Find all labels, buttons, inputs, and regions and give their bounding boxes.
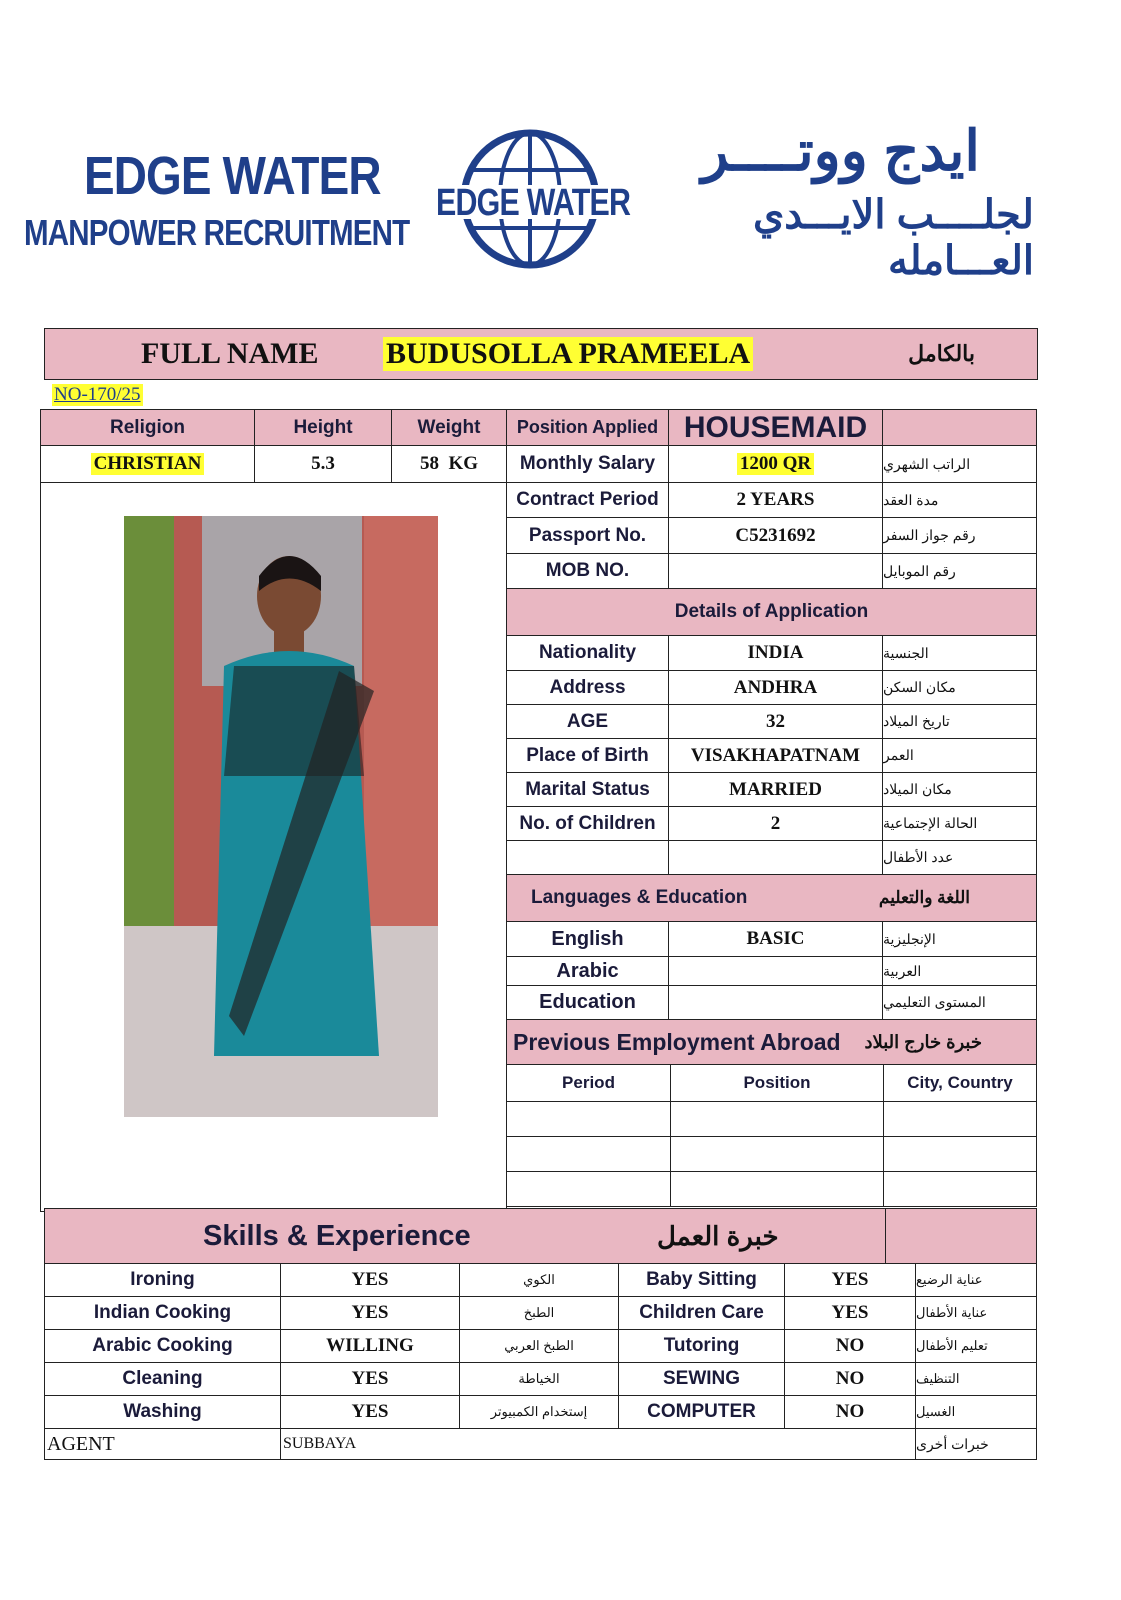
birthplace-arabic: العمر xyxy=(882,738,1037,773)
skill-baby-sitting-arabic: عناية الرضيع xyxy=(915,1263,1037,1297)
skill-tutoring-arabic: تعليم الأطفال xyxy=(915,1329,1037,1363)
company-name: EDGE WATER xyxy=(84,146,381,206)
languages-title: Languages & Education xyxy=(531,887,748,908)
weight-label: Weight xyxy=(391,409,507,446)
address-arabic: مكان السكن xyxy=(882,670,1037,705)
education-value xyxy=(668,985,883,1020)
contract-arabic: مدة العقد xyxy=(882,482,1037,518)
age-label: AGE xyxy=(506,704,669,739)
agent-arabic: خبرات أخرى xyxy=(915,1428,1037,1460)
skill-ironing-arabic: الكوي xyxy=(459,1263,619,1297)
address-value: ANDHRA xyxy=(668,670,883,705)
details-title: Details of Application xyxy=(506,588,1037,636)
arabic-arabic: العربية xyxy=(882,956,1037,986)
employment-row-cell xyxy=(883,1136,1037,1172)
address-label: Address xyxy=(506,670,669,705)
agent-value: SUBBAYA xyxy=(280,1428,916,1460)
skill-children-care-label: Children Care xyxy=(618,1296,785,1330)
employment-row-cell xyxy=(670,1101,884,1137)
arabic-value xyxy=(668,956,883,986)
city-column-header: City, Country xyxy=(883,1064,1037,1102)
skill-washing-label: Washing xyxy=(44,1395,281,1429)
salary-label: Monthly Salary xyxy=(506,445,669,483)
religion-label: Religion xyxy=(40,409,255,446)
skill-children-care-value: YES xyxy=(784,1296,916,1330)
marital-arabic: مكان الميلاد xyxy=(882,772,1037,807)
mobile-label: MOB NO. xyxy=(506,553,669,589)
skill-children-care-arabic: عناية الأطفال xyxy=(915,1296,1037,1330)
employment-row-cell xyxy=(506,1136,671,1172)
full-name-label: FULL NAME xyxy=(141,337,319,370)
employment-row-cell xyxy=(670,1171,884,1207)
blank-detail-arabic: عدد الأطفال xyxy=(882,840,1037,875)
skill-computer-arabic: الغسيل xyxy=(915,1395,1037,1429)
education-arabic: المستوى التعليمي xyxy=(882,985,1037,1020)
employment-row-cell xyxy=(883,1101,1037,1137)
skill-sewing-label: SEWING xyxy=(618,1362,785,1396)
employment-title-bar xyxy=(506,1019,1037,1065)
skill-washing-arabic: إستخدام الكمبيوتر xyxy=(459,1395,619,1429)
skills-title-bar xyxy=(44,1208,886,1264)
full-name-arabic: بالكامل xyxy=(908,341,975,366)
skill-arabic-cooking-arabic: الطبخ العربي xyxy=(459,1329,619,1363)
period-column-header: Period xyxy=(506,1064,671,1102)
skill-tutoring-value: NO xyxy=(784,1329,916,1363)
birthplace-label: Place of Birth xyxy=(506,738,669,773)
skill-indian-cooking-arabic: الطبخ xyxy=(459,1296,619,1330)
employment-title-arabic: خبرة خارج البلاد xyxy=(864,1031,982,1052)
nationality-arabic: الجنسية xyxy=(882,635,1037,671)
position-arabic xyxy=(882,409,1037,446)
skill-baby-sitting-value: YES xyxy=(784,1263,916,1297)
mobile-arabic: رقم الموبايل xyxy=(882,553,1037,589)
skills-title-arabic: خبرة العمل xyxy=(657,1220,779,1251)
height-label: Height xyxy=(254,409,392,446)
skill-arabic-cooking-value: WILLING xyxy=(280,1329,460,1363)
nationality-label: Nationality xyxy=(506,635,669,671)
children-value: 2 xyxy=(668,806,883,841)
english-label: English xyxy=(506,921,669,957)
arabic-company-name: ايدج ووتــــر xyxy=(701,119,980,182)
employment-title: Previous Employment Abroad xyxy=(513,1028,841,1055)
skill-computer-value: NO xyxy=(784,1395,916,1429)
full-name-bar xyxy=(44,328,1038,380)
skill-tutoring-label: Tutoring xyxy=(618,1329,785,1363)
skill-cleaning-arabic: الخياطة xyxy=(459,1362,619,1396)
age-arabic: تاريخ الميلاد xyxy=(882,704,1037,739)
skill-computer-label: COMPUTER xyxy=(618,1395,785,1429)
skill-ironing-value: YES xyxy=(280,1263,460,1297)
full-name-value: BUDUSOLLA PRAMEELA xyxy=(383,337,753,371)
children-label: No. of Children xyxy=(506,806,669,841)
employment-row-cell xyxy=(883,1171,1037,1207)
arabic-label: Arabic xyxy=(506,956,669,986)
marital-label: Marital Status xyxy=(506,772,669,807)
marital-value: MARRIED xyxy=(668,772,883,807)
arabic-company-subtitle: لجلــــب الايـــدي العـــامله xyxy=(752,193,1034,283)
children-arabic: الحالة الإجتماعية xyxy=(882,806,1037,841)
passport-arabic: رقم جواز السفر xyxy=(882,517,1037,554)
religion-value: CHRISTIAN xyxy=(91,453,205,475)
salary-arabic: الراتب الشهري xyxy=(882,445,1037,483)
education-label: Education xyxy=(506,985,669,1020)
languages-title-arabic: اللغة والتعليم xyxy=(878,888,970,907)
skill-cleaning-value: YES xyxy=(280,1362,460,1396)
skill-arabic-cooking-label: Arabic Cooking xyxy=(44,1329,281,1363)
skill-baby-sitting-label: Baby Sitting xyxy=(618,1263,785,1297)
nationality-value: INDIA xyxy=(668,635,883,671)
passport-value: C5231692 xyxy=(668,517,883,554)
skill-ironing-label: Ironing xyxy=(44,1263,281,1297)
employment-row-cell xyxy=(670,1136,884,1172)
salary-value: 1200 QR xyxy=(737,453,814,475)
position-column-header: Position xyxy=(670,1064,884,1102)
position-label: Position Applied xyxy=(506,409,669,446)
position-value: HOUSEMAID xyxy=(668,409,883,446)
skill-indian-cooking-value: YES xyxy=(280,1296,460,1330)
agent-label: AGENT xyxy=(44,1428,281,1460)
contract-value: 2 YEARS xyxy=(668,482,883,518)
company-subtitle: MANPOWER RECRUITMENT xyxy=(24,212,410,253)
salary-value-cell xyxy=(668,445,883,483)
mobile-value xyxy=(668,553,883,589)
english-arabic: الإنجليزية xyxy=(882,921,1037,957)
skills-title-spacer xyxy=(885,1208,1037,1264)
skill-cleaning-label: Cleaning xyxy=(44,1362,281,1396)
employment-row-cell xyxy=(506,1171,671,1207)
employment-row-cell xyxy=(506,1101,671,1137)
blank-detail-label xyxy=(506,840,669,875)
skill-washing-value: YES xyxy=(280,1395,460,1429)
logo-text: EDGE WATER xyxy=(436,182,631,224)
skills-title: Skills & Experience xyxy=(203,1219,471,1252)
weight-value: 58 KG xyxy=(391,445,507,483)
birthplace-value: VISAKHAPATNAM xyxy=(668,738,883,773)
english-value: BASIC xyxy=(668,921,883,957)
languages-title-bar xyxy=(506,874,1037,922)
candidate-photo xyxy=(124,516,438,1117)
religion-value-cell xyxy=(40,445,255,483)
reference-number: NO-170/25 xyxy=(54,384,141,405)
passport-label: Passport No. xyxy=(506,517,669,554)
age-value: 32 xyxy=(668,704,883,739)
blank-detail-value xyxy=(668,840,883,875)
skill-sewing-arabic: التنظيف xyxy=(915,1362,1037,1396)
contract-label: Contract Period xyxy=(506,482,669,518)
height-value: 5.3 xyxy=(254,445,392,483)
skill-indian-cooking-label: Indian Cooking xyxy=(44,1296,281,1330)
skill-sewing-value: NO xyxy=(784,1362,916,1396)
